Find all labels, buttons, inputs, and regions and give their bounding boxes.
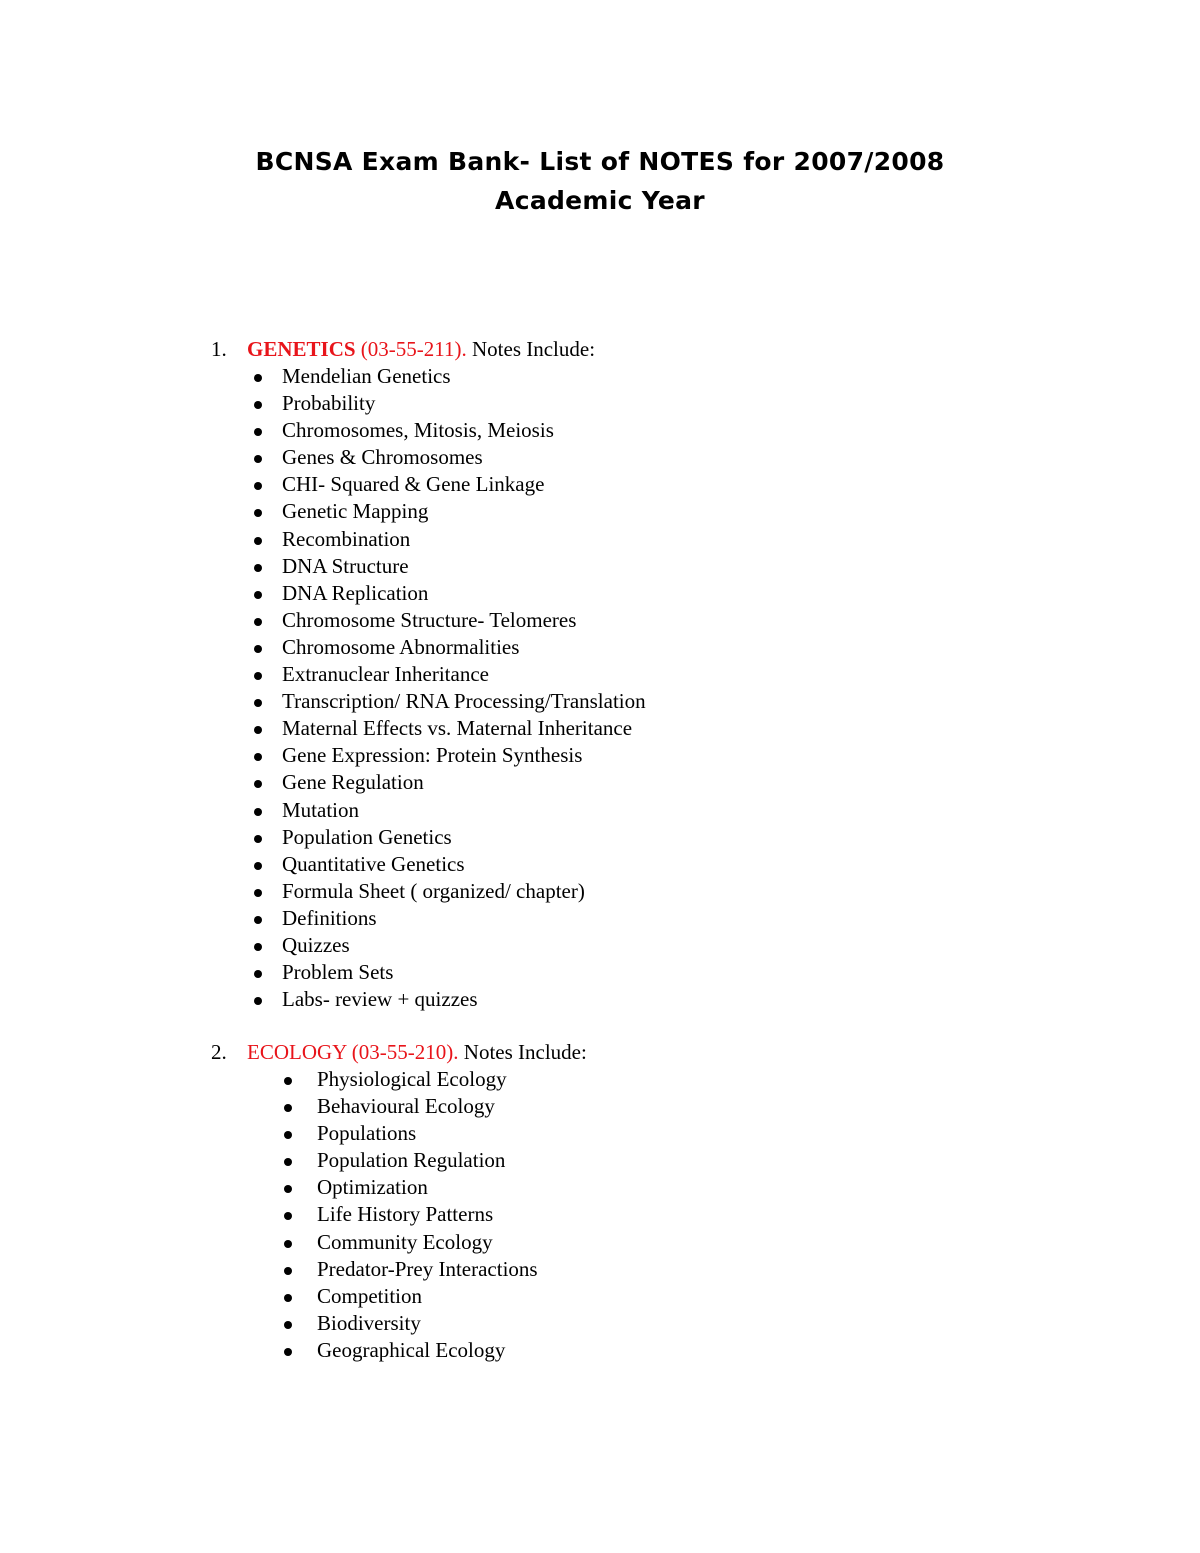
bullet-icon [254,564,262,572]
list-item [0,1229,1200,1256]
bullet-icon [254,889,262,897]
list-item [0,715,1200,742]
list-item-text: Formula Sheet ( organized/ chapter) [282,878,585,903]
notes-include-label: Notes Include: [463,1040,587,1064]
course-code: (03-55-211). [360,337,467,361]
bullet-icon [254,943,262,951]
list-item-text: Chromosome Abnormalities [282,634,520,659]
bullet-icon [254,753,262,761]
bullet-icon [254,970,262,978]
bullet-icon [284,1240,292,1248]
bullet-icon [284,1321,292,1329]
section-heading [0,336,1200,363]
list-item-text: Gene Regulation [282,770,424,795]
list-item [0,1310,1200,1337]
list-item-text: Physiological Ecology [317,1067,507,1091]
list-item-text: DNA Replication [282,580,429,605]
list-item [0,661,1200,688]
list-item-text: Competition [317,1283,422,1308]
bullet-icon [254,997,262,1005]
list-item-text: Maternal Effects vs. Maternal Inheritance [282,716,633,741]
list-item [0,824,1200,851]
section-genetics [0,336,1200,1013]
list-item-text: Labs- review + quizzes [282,987,478,1012]
list-item-text: Population Regulation [317,1148,506,1173]
bullet-icon [254,509,262,517]
list-item-text: Transcription/ RNA Processing/Translation [282,689,646,714]
list-item [0,797,1200,824]
bullet-icon [284,1348,292,1356]
bullet-icon [254,672,262,680]
bullet-icon [254,808,262,816]
bullet-icon [284,1158,292,1166]
bullet-icon [254,428,262,436]
section-number: 1. [211,337,227,361]
list-item [0,1201,1200,1228]
bullet-icon [254,401,262,409]
list-item [0,1093,1200,1120]
list-item [0,1283,1200,1310]
course-code: (03-55-210). [351,1040,459,1064]
bullet-icon [254,374,262,382]
list-item [0,526,1200,553]
bullet-icon [254,726,262,734]
list-item-text: Mendelian Genetics [282,364,451,388]
bullet-icon [254,591,262,599]
list-item [0,1174,1200,1201]
bullet-icon [284,1212,292,1220]
list-item-text: Problem Sets [282,960,394,985]
bullet-icon [254,537,262,545]
list-item [0,363,1200,390]
bullet-icon [254,645,262,653]
list-item-text: CHI- Squared & Gene Linkage [282,472,545,497]
list-item [0,905,1200,932]
bullet-icon [284,1077,292,1085]
bullet-icon [284,1131,292,1139]
list-item-text: Gene Expression: Protein Synthesis [282,743,583,768]
list-item-text: Genes & Chromosomes [282,445,483,470]
list-item-text: Definitions [282,905,377,930]
list-item-text: Extranuclear Inheritance [282,662,489,687]
bullet-icon [284,1185,292,1193]
list-item [0,769,1200,796]
list-item [0,607,1200,634]
bullet-icon [254,916,262,924]
list-item-text: Predator-Prey Interactions [317,1256,538,1281]
list-item [0,878,1200,905]
list-item-text: DNA Structure [282,553,409,578]
list-item [0,1120,1200,1147]
list-item [0,471,1200,498]
list-item [0,1337,1200,1364]
bullet-icon [254,835,262,843]
course-name: GENETICS [247,337,356,361]
list-item [0,390,1200,417]
course-name: ECOLOGY [247,1040,347,1064]
list-item-text: Probability [282,391,376,416]
bullet-icon [254,482,262,490]
section-label [247,336,595,363]
bullet-icon [254,618,262,626]
list-item [0,553,1200,580]
list-item-text: Community Ecology [317,1229,493,1254]
list-item-text: Population Genetics [282,824,452,849]
list-item [0,634,1200,661]
genetics-notes-list [0,363,1200,1013]
list-item-text: Life History Patterns [317,1202,494,1227]
list-item [0,688,1200,715]
section-ecology [0,1039,1200,1364]
document-title-line-2: Academic Year [495,186,705,215]
bullet-icon [254,780,262,788]
list-item [0,932,1200,959]
list-item-text: Biodiversity [317,1310,421,1335]
list-item [0,417,1200,444]
list-item-text: Mutation [282,797,359,822]
section-number: 2. [211,1040,227,1064]
list-item [0,986,1200,1013]
section-label [247,1039,587,1066]
list-item [0,1256,1200,1283]
section-heading [0,1039,1200,1066]
list-item-text: Populations [317,1121,417,1146]
list-item-text: Recombination [282,526,411,551]
bullet-icon [284,1267,292,1275]
list-item [0,498,1200,525]
list-item-text: Behavioural Ecology [317,1094,495,1119]
bullet-icon [284,1104,292,1112]
list-item-text: Optimization [317,1175,428,1200]
list-item [0,851,1200,878]
document-title-line-1: BCNSA Exam Bank- List of NOTES for 2007/2008 [255,147,945,176]
list-item [0,580,1200,607]
bullet-icon [254,699,262,707]
list-item-text: Chromosomes, Mitosis, Meiosis [282,418,554,443]
ecology-notes-list [0,1066,1200,1364]
list-item-text: Chromosome Structure- Telomeres [282,607,577,632]
list-item [0,444,1200,471]
bullet-icon [254,862,262,870]
list-item-text: Geographical Ecology [317,1337,506,1362]
list-item [0,959,1200,986]
list-item [0,742,1200,769]
list-item-text: Quizzes [282,932,350,957]
notes-include-label: Notes Include: [472,337,596,361]
list-item-text: Quantitative Genetics [282,851,465,876]
list-item-text: Genetic Mapping [282,499,429,524]
list-item [0,1066,1200,1093]
bullet-icon [254,455,262,463]
list-item [0,1147,1200,1174]
bullet-icon [284,1294,292,1302]
